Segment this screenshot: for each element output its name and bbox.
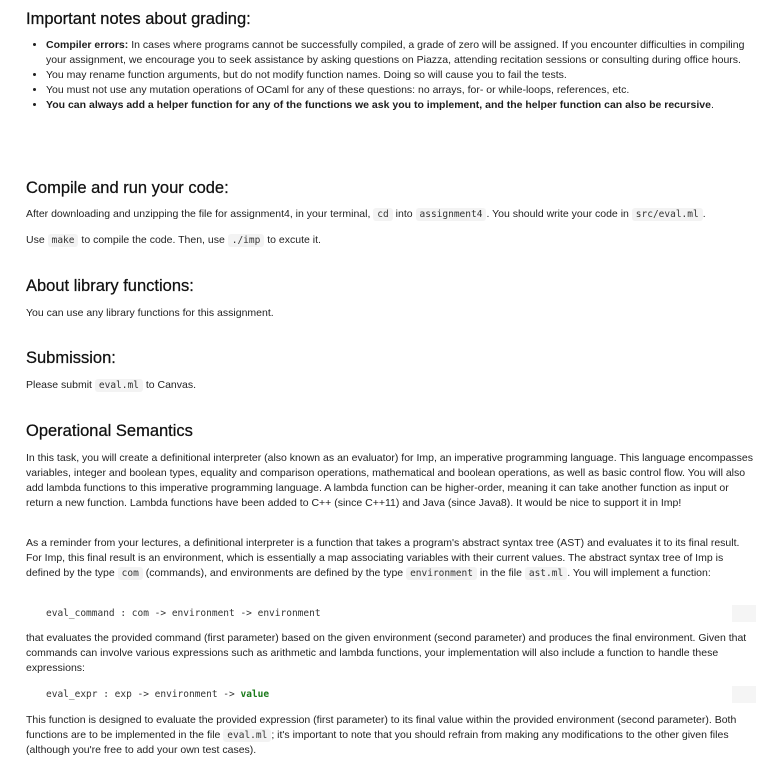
text: As a reminder from your lectures, a definitional interpreter is a function that takes a program's abstract syntax tree (AST) and evaluates it to its final result. For Imp, this final result is an environment, which is essentially a map associating variables with their current values. The abstract syntax tree of Imp is defined by the type bbox=[26, 537, 740, 579]
grading-heading: Important notes about grading: bbox=[26, 10, 251, 28]
code-make: make bbox=[48, 234, 79, 247]
list-item bbox=[46, 98, 756, 113]
code-assignment4: assignment4 bbox=[416, 208, 487, 221]
text: Use bbox=[26, 234, 48, 246]
code-imp: ./imp bbox=[228, 234, 265, 247]
text: (commands), and environments are defined by the type bbox=[142, 567, 407, 579]
list-item bbox=[46, 68, 756, 83]
code-eval-ml: eval.ml bbox=[95, 379, 143, 392]
semantics-paragraph-4 bbox=[26, 713, 756, 758]
text: to Canvas. bbox=[142, 379, 197, 391]
list-item-text: In cases where programs cannot be successfully compiled, a grade of zero will be assigned. If you encounter difficulties in compiling your assignment, we encourage you to seek assistance by asking questions on Piazza, attending recitation sessions or consulting during office hours. bbox=[46, 39, 745, 66]
submission-text bbox=[26, 378, 756, 393]
code-com: com bbox=[118, 567, 143, 580]
text: in the file bbox=[476, 567, 525, 579]
list-item-text: . bbox=[710, 99, 714, 111]
list-item bbox=[46, 38, 756, 68]
text: . bbox=[702, 208, 706, 220]
text: to excute it. bbox=[264, 234, 321, 246]
code-ast-ml: ast.ml bbox=[525, 567, 567, 580]
text: . You should write your code in bbox=[486, 208, 632, 220]
semantics-paragraph-2 bbox=[26, 536, 756, 581]
code-text: eval_command : com -> environment -> environment bbox=[26, 605, 732, 622]
semantics-paragraph-3: that evaluates the provided command (first parameter) based on the given environment (second parameter) and produces the final environment. Given that commands can involve various expressions such as arithmetic and lambda functions, your implementation will also include a function to handle these expressions: bbox=[26, 632, 747, 674]
code-src-eval: src/eval.ml bbox=[632, 208, 703, 221]
grading-list bbox=[26, 38, 756, 113]
list-item-bold: You can always add a helper function for any of the functions we ask you to implement, and the helper function can also be recursive bbox=[46, 99, 711, 111]
text: This function is designed to evaluate the provided expression (first parameter) to its final value within the provided environment (second parameter). Both functions are to be implemented in the file bbox=[26, 714, 737, 741]
code-environment: environment bbox=[406, 567, 477, 580]
text: . You will implement a function: bbox=[567, 567, 711, 579]
list-item bbox=[46, 83, 756, 98]
text: ; it's important to note that you should refrain from making any modifications to the other given files (although you're free to add your own test cases). bbox=[26, 729, 729, 756]
library-text: You can use any library functions for this assignment. bbox=[26, 307, 274, 319]
list-item-bold: Compiler errors: bbox=[46, 39, 129, 51]
list-item-text: You must not use any mutation operations of OCaml for any of these questions: no arrays, for- or while-loops, references, etc. bbox=[46, 84, 630, 96]
text: After downloading and unzipping the file for assignment4, in your terminal, bbox=[26, 208, 374, 220]
compile-heading: Compile and run your code: bbox=[26, 179, 229, 197]
code-block-eval-expr bbox=[26, 686, 756, 703]
text: to compile the code. Then, use bbox=[78, 234, 228, 246]
text: Please submit bbox=[26, 379, 95, 391]
compile-paragraph-1 bbox=[26, 207, 756, 222]
semantics-heading: Operational Semantics bbox=[26, 422, 193, 440]
semantics-paragraph-1: In this task, you will create a definitional interpreter (also known as an evaluator) for Imp, an imperative programming language. This language encompasses variables, integer and boolean types, equality and comparison operations, mathematical and boolean operations, as well as basic control flow. You will also add lambda functions to this imperative programming language. A lambda function can be higher-order, meaning it can take another function as input or return a new function. Lambda functions have been added to C++ (since C++11) and Java (since Java8). It would be nice to support it in Imp! bbox=[26, 452, 754, 509]
code-text bbox=[26, 686, 732, 703]
code-block-eval-command bbox=[26, 605, 756, 622]
compile-paragraph-2 bbox=[26, 233, 756, 248]
submission-heading: Submission: bbox=[26, 349, 116, 367]
code-text-pre: eval_expr : exp -> environment -> bbox=[46, 689, 241, 700]
library-heading: About library functions: bbox=[26, 277, 194, 295]
list-item-text: You may rename function arguments, but do not modify function names. Doing so will cause you to fail the tests. bbox=[46, 69, 567, 81]
code-cd: cd bbox=[373, 208, 392, 221]
code-eval-ml: eval.ml bbox=[223, 729, 271, 742]
text: into bbox=[392, 208, 416, 220]
code-keyword-value: value bbox=[240, 689, 270, 700]
